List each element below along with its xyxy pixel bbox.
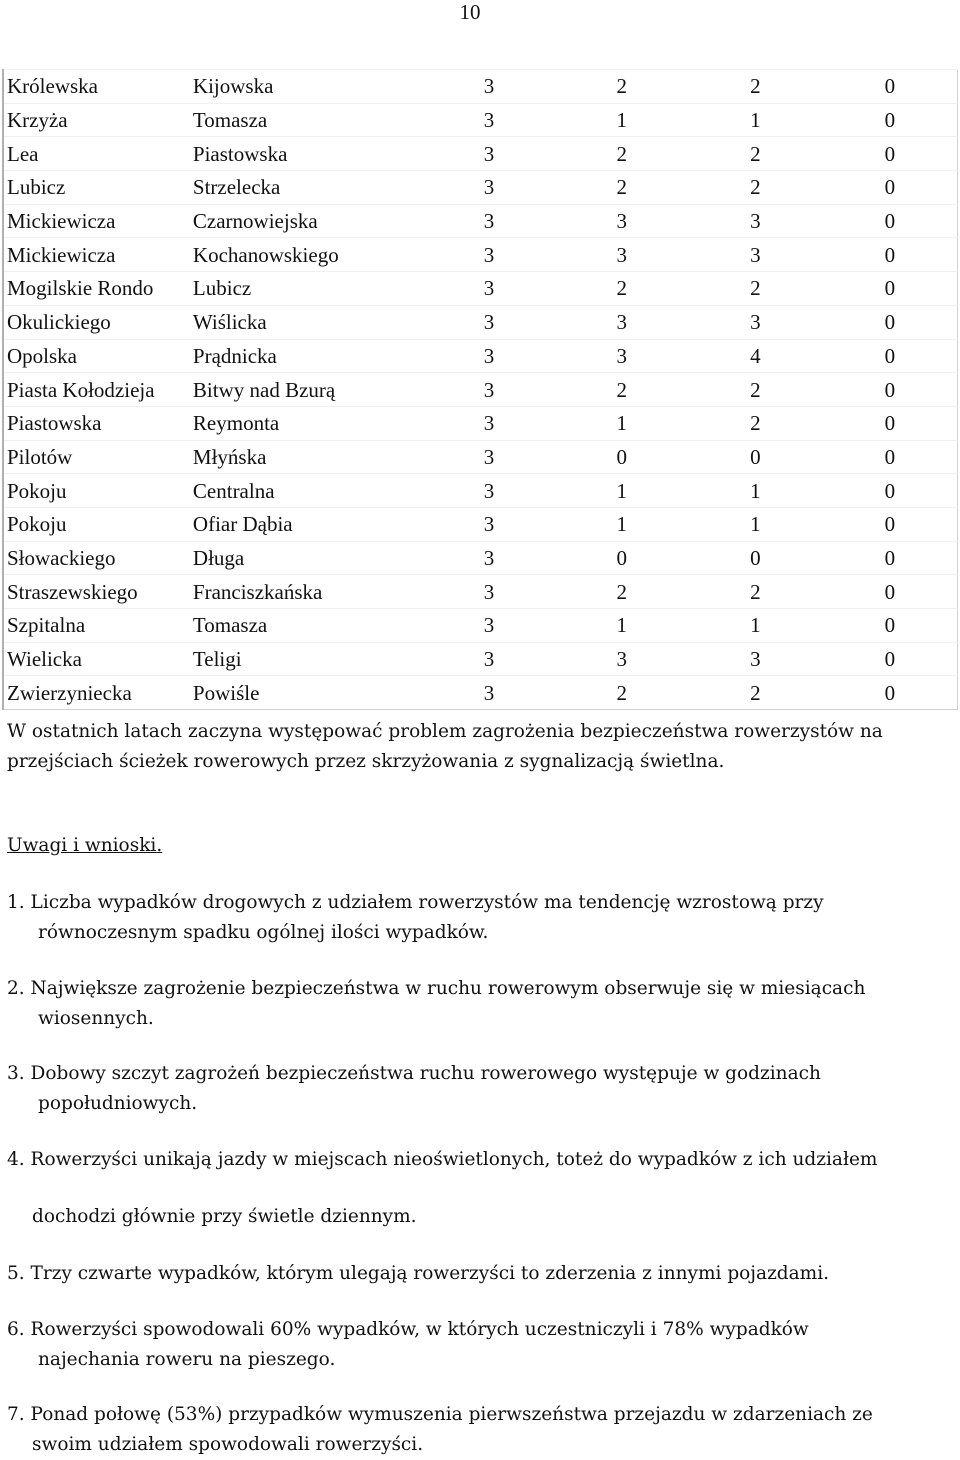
value-cell: 1 — [555, 103, 688, 137]
table-row — [3, 339, 958, 373]
value-cell: 3 — [423, 238, 556, 272]
conclusion-item — [7, 1059, 952, 1119]
table-row — [3, 406, 958, 440]
street-cell: Pokoju — [3, 474, 190, 508]
value-cell: 2 — [688, 575, 823, 609]
value-cell: 3 — [688, 204, 823, 238]
conclusion-item — [7, 974, 952, 1034]
street-cell: Straszewskiego — [3, 575, 190, 609]
value-cell: 0 — [823, 440, 958, 474]
table-row — [3, 507, 958, 541]
cross-street-cell: Reymonta — [190, 406, 423, 440]
cross-street-cell: Piastowska — [190, 137, 423, 171]
conclusion-item-text: 7. Ponad połowę (53%) przypadków wymuszenia pierwszeństwa przejazdu w zdarzeniach ze — [7, 1404, 873, 1425]
cross-street-cell: Lubicz — [190, 272, 423, 306]
cross-street-cell: Wiślicka — [190, 305, 423, 339]
value-cell: 3 — [423, 70, 556, 104]
street-cell: Wielicka — [3, 642, 190, 676]
paragraph-line: przejściach ścieżek rowerowych przez skrzyżowania z sygnalizacją świetlna. — [7, 751, 725, 772]
street-cell: Mogilskie Rondo — [3, 272, 190, 306]
cross-street-cell: Tomasza — [190, 103, 423, 137]
value-cell: 3 — [423, 676, 556, 710]
value-cell: 0 — [688, 541, 823, 575]
cross-street-cell: Centralna — [190, 474, 423, 508]
value-cell: 3 — [423, 339, 556, 373]
table-row — [3, 103, 958, 137]
table-row — [3, 238, 958, 272]
value-cell: 0 — [823, 103, 958, 137]
value-cell: 0 — [823, 339, 958, 373]
street-cell: Okulickiego — [3, 305, 190, 339]
value-cell: 3 — [423, 103, 556, 137]
conclusion-item-text: 3. Dobowy szczyt zagrożeń bezpieczeństwa ruchu rowerowego występuje w godzinach — [7, 1063, 821, 1084]
table-row — [3, 575, 958, 609]
value-cell: 2 — [555, 676, 688, 710]
street-cell: Lubicz — [3, 171, 190, 205]
street-cell: Królewska — [3, 70, 190, 104]
value-cell: 0 — [823, 373, 958, 407]
value-cell: 2 — [688, 137, 823, 171]
conclusions-heading-suffix: . — [156, 835, 163, 856]
value-cell: 0 — [688, 440, 823, 474]
value-cell: 3 — [423, 171, 556, 205]
table-row — [3, 204, 958, 238]
value-cell: 0 — [823, 272, 958, 306]
conclusion-item — [7, 1259, 952, 1289]
value-cell: 3 — [555, 204, 688, 238]
value-cell: 2 — [555, 70, 688, 104]
intro-paragraph — [7, 717, 952, 777]
value-cell: 3 — [688, 238, 823, 272]
cross-street-cell: Bitwy nad Bzurą — [190, 373, 423, 407]
cross-street-cell: Ofiar Dąbia — [190, 507, 423, 541]
conclusions-heading — [7, 831, 952, 861]
conclusion-item-text: 2. Największe zagrożenie bezpieczeństwa w ruchu rowerowym obserwuje się w miesiącach — [7, 978, 866, 999]
conclusion-item-text: 4. Rowerzyści unikają jazdy w miejscach nieoświetlonych, toteż do wypadków z ich udziałem — [7, 1149, 878, 1170]
table-row — [3, 440, 958, 474]
value-cell: 3 — [423, 541, 556, 575]
value-cell: 2 — [555, 171, 688, 205]
street-cell: Słowackiego — [3, 541, 190, 575]
street-cell: Szpitalna — [3, 609, 190, 643]
value-cell: 2 — [555, 575, 688, 609]
value-cell: 2 — [688, 676, 823, 710]
value-cell: 0 — [823, 137, 958, 171]
value-cell: 1 — [688, 507, 823, 541]
table-row — [3, 642, 958, 676]
value-cell: 1 — [688, 609, 823, 643]
value-cell: 0 — [823, 238, 958, 272]
cross-street-cell: Franciszkańska — [190, 575, 423, 609]
value-cell: 2 — [688, 171, 823, 205]
paragraph-line: W ostatnich latach zaczyna występować problem zagrożenia bezpieczeństwa rowerzystów na — [7, 721, 883, 742]
conclusion-item — [7, 1315, 952, 1375]
street-cell: Mickiewicza — [3, 204, 190, 238]
value-cell: 3 — [423, 507, 556, 541]
value-cell: 3 — [423, 137, 556, 171]
street-cell: Mickiewicza — [3, 238, 190, 272]
value-cell: 2 — [688, 373, 823, 407]
table-row — [3, 171, 958, 205]
value-cell: 3 — [423, 440, 556, 474]
value-cell: 3 — [423, 406, 556, 440]
page-number: 10 — [459, 0, 481, 24]
cross-street-cell: Młyńska — [190, 440, 423, 474]
conclusion-item-text: 1. Liczba wypadków drogowych z udziałem rowerzystów ma tendencję wzrostową przy — [7, 892, 824, 913]
value-cell: 2 — [555, 272, 688, 306]
value-cell: 0 — [823, 507, 958, 541]
value-cell: 2 — [555, 137, 688, 171]
cross-street-cell: Powiśle — [190, 676, 423, 710]
conclusions-heading-text: Uwagi i wnioski — [7, 835, 157, 856]
street-cell: Piasta Kołodzieja — [3, 373, 190, 407]
conclusion-item-continuation: dochodzi głównie przy świetle dziennym. — [32, 1206, 417, 1227]
value-cell: 0 — [823, 541, 958, 575]
value-cell: 3 — [423, 642, 556, 676]
street-cell: Pilotów — [3, 440, 190, 474]
street-cell: Zwierzyniecka — [3, 676, 190, 710]
value-cell: 0 — [823, 204, 958, 238]
cross-street-cell: Czarnowiejska — [190, 204, 423, 238]
table-row — [3, 137, 958, 171]
cross-street-cell: Tomasza — [190, 609, 423, 643]
value-cell: 0 — [555, 541, 688, 575]
cross-street-cell: Długa — [190, 541, 423, 575]
table-row — [3, 676, 958, 710]
value-cell: 0 — [823, 676, 958, 710]
value-cell: 3 — [423, 204, 556, 238]
table-row — [3, 305, 958, 339]
conclusion-item-continuation: równoczesnym spadku ogólnej ilości wypadków. — [38, 922, 489, 943]
table-row — [3, 70, 958, 104]
table-row — [3, 474, 958, 508]
cross-street-cell: Teligi — [190, 642, 423, 676]
table-row — [3, 272, 958, 306]
street-cell: Piastowska — [3, 406, 190, 440]
value-cell: 1 — [555, 609, 688, 643]
value-cell: 2 — [688, 406, 823, 440]
value-cell: 1 — [555, 507, 688, 541]
value-cell: 2 — [555, 373, 688, 407]
cross-street-cell: Prądnicka — [190, 339, 423, 373]
table-row — [3, 373, 958, 407]
cross-street-cell: Kijowska — [190, 70, 423, 104]
value-cell: 2 — [688, 70, 823, 104]
street-cell: Lea — [3, 137, 190, 171]
table-row — [3, 609, 958, 643]
value-cell: 1 — [688, 103, 823, 137]
conclusion-item-continuation: najechania roweru na pieszego. — [38, 1349, 336, 1370]
value-cell: 3 — [423, 575, 556, 609]
value-cell: 3 — [423, 609, 556, 643]
value-cell: 2 — [688, 272, 823, 306]
cross-street-cell: Kochanowskiego — [190, 238, 423, 272]
street-cell: Krzyża — [3, 103, 190, 137]
value-cell: 0 — [823, 474, 958, 508]
conclusion-item — [7, 1145, 952, 1232]
value-cell: 3 — [555, 305, 688, 339]
value-cell: 0 — [823, 305, 958, 339]
value-cell: 0 — [555, 440, 688, 474]
value-cell: 0 — [823, 70, 958, 104]
conclusion-item — [7, 888, 952, 948]
value-cell: 3 — [423, 305, 556, 339]
conclusion-item — [7, 1400, 952, 1460]
value-cell: 4 — [688, 339, 823, 373]
street-cell: Pokoju — [3, 507, 190, 541]
conclusion-item-text: 6. Rowerzyści spowodowali 60% wypadków, w których uczestniczyli i 78% wypadków — [7, 1319, 809, 1340]
value-cell: 1 — [688, 474, 823, 508]
value-cell: 3 — [423, 474, 556, 508]
value-cell: 0 — [823, 406, 958, 440]
value-cell: 3 — [555, 339, 688, 373]
value-cell: 3 — [555, 238, 688, 272]
value-cell: 3 — [423, 272, 556, 306]
value-cell: 1 — [555, 474, 688, 508]
conclusion-item-continuation: popołudniowych. — [38, 1093, 198, 1114]
table-row — [3, 541, 958, 575]
value-cell: 1 — [555, 406, 688, 440]
street-cell: Opolska — [3, 339, 190, 373]
conclusion-item-text: 5. Trzy czwarte wypadków, którym ulegają rowerzyści to zderzenia z innymi pojazdami. — [7, 1263, 830, 1284]
intersections-table — [2, 69, 958, 710]
value-cell: 3 — [423, 373, 556, 407]
value-cell: 3 — [555, 642, 688, 676]
conclusion-item-continuation: swoim udziałem spowodowali rowerzyści. — [32, 1434, 424, 1455]
value-cell: 0 — [823, 171, 958, 205]
conclusion-item-continuation: wiosennych. — [38, 1008, 154, 1029]
value-cell: 0 — [823, 642, 958, 676]
cross-street-cell: Strzelecka — [190, 171, 423, 205]
value-cell: 3 — [688, 305, 823, 339]
value-cell: 0 — [823, 575, 958, 609]
value-cell: 0 — [823, 609, 958, 643]
value-cell: 3 — [688, 642, 823, 676]
